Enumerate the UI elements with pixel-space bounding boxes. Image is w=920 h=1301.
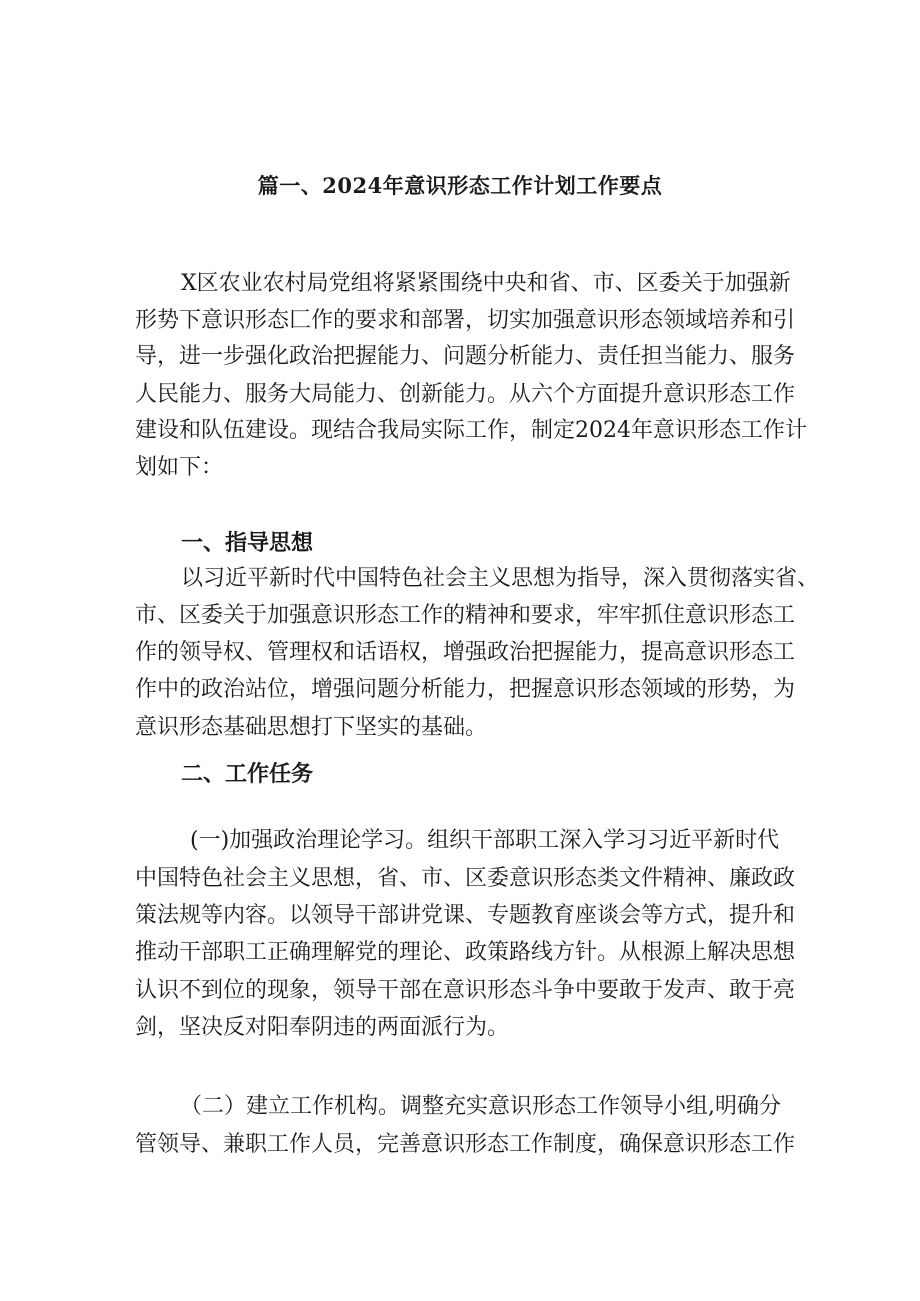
item2-line-2: 管领导、兼职工作人员，完善意识形态工作制度，确保意识形态工作 [135,1132,796,1157]
intro-line-6: 划如下： [135,455,224,480]
item1-line-4: 推动干部职工正确理解党的理论、政策路线方针。从根源上解决思想 [135,940,796,965]
section1-line-2: 市、区委关于加强意识形态工作的精神和要求，牢牢抓住意识形态工 [135,603,796,628]
intro-line-3: 导，进一步强化政治把握能力、问题分析能力、责任担当能力、服务 [135,344,796,369]
item1-line-3: 策法规等内容。以领导干部讲党课、专题教育座谈会等方式，提升和 [135,903,796,928]
section-heading-work-tasks: 二、工作任务 [181,761,314,787]
intro-line-4: 人民能力、服务大局能力、创新能力。从六个方面提升意识形态工作 [135,382,796,407]
item1-line-1: (一)加强政治理论学习。组织干部职工深入学习习近平新时代 [190,828,780,853]
intro-line-5: 建设和队伍建设。现结合我局实际工作，制定2024年意识形态工作计 [135,418,807,443]
section1-line-4: 作中的政治站位，增强问题分析能力，把握意识形态领域的形势，为 [135,677,796,702]
item1-line-2: 中国特色社会主义思想，省、市、区委意识形态类文件精神、廉政政 [135,866,796,891]
intro-line-2: 形势下意识形态匚作的要求和部署，切实加强意识形态领域培养和引 [135,308,796,333]
intro-line-1: X区农业农村局党组将紧紧围绕中央和省、市、区委关于加强新 [181,271,791,296]
section1-line-1: 以习近平新时代中国特色社会主义思想为指导，深入贯彻落实省、 [181,566,820,591]
section-heading-guiding-thought: 一、指导思想 [181,530,314,556]
section1-line-5: 意识形态基础思想打下坚实的基础。 [135,715,488,740]
document-title: 篇一、2024年意识形态工作计划工作要点 [257,173,663,198]
item1-line-5: 认识不到位的现象，领导干部在意识形态斗争中要敢于发声、敢于亮 [135,978,796,1003]
section1-line-3: 作的领导权、管理权和话语权，增强政治把握能力，提高意识形态工 [135,640,796,665]
item1-line-6: 剑，坚决反对阳奉阴违的两面派行为。 [135,1015,510,1040]
item2-line-1: （二）建立工作机构。调整充实意识形态工作领导小组,明确分 [180,1094,781,1119]
